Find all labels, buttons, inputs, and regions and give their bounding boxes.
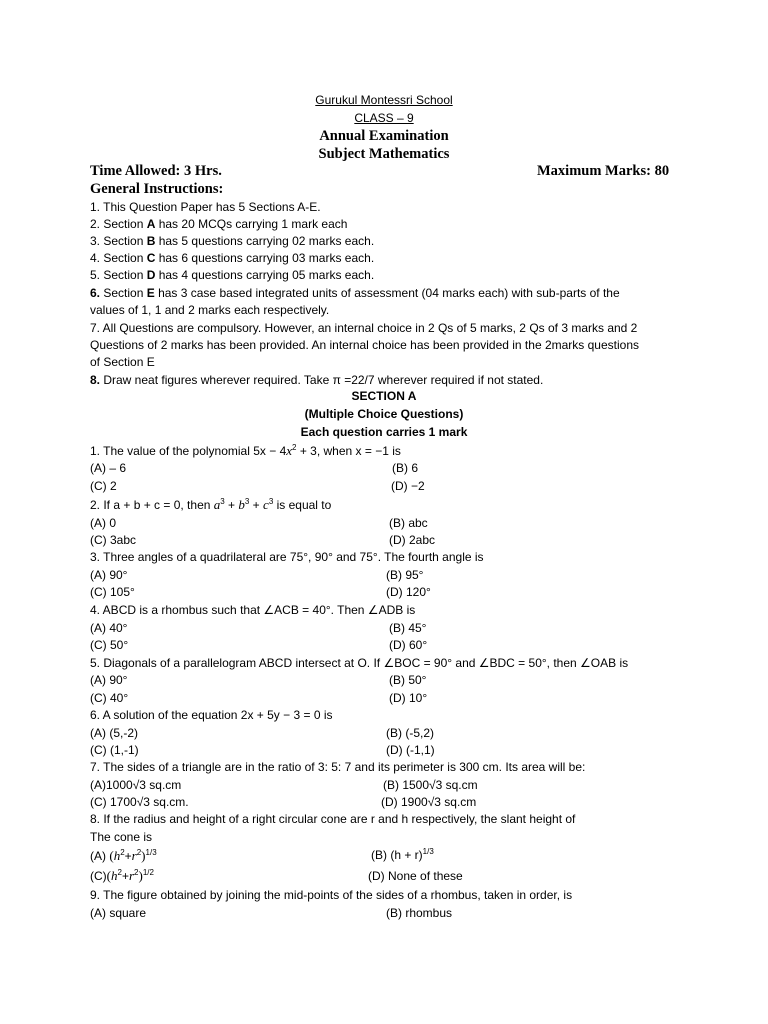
instructions-heading: General Instructions: <box>90 181 224 197</box>
q9-option-a: (A) square <box>90 906 147 920</box>
question-4: 4. ABCD is a rhombus such that ∠ACB = 40°. Then ∠ADB is <box>90 603 416 617</box>
q3-option-c: (C) 105° <box>90 585 135 599</box>
question-1: 1. The value of the polynomial $5x - 4x^2 + 3$, when x = −1 is <box>90 443 401 458</box>
instruction-1: 1. This Question Paper has 5 Sections A-E. <box>90 200 321 214</box>
q7-option-b: (B) 1500√3 sq.cm <box>383 778 478 792</box>
q1-option-d: (D) −2 <box>391 479 425 493</box>
subject-title: Subject Mathematics <box>318 146 450 162</box>
q2-option-b: (B) abc <box>389 516 428 530</box>
question-8-continued: The cone is <box>90 830 153 844</box>
section-subtitle: (Multiple Choice Questions) <box>304 407 464 421</box>
q6-option-d: (D) (-1,1) <box>386 743 435 757</box>
q6-option-b: (B) (-5,2) <box>386 726 434 740</box>
q3-option-a: (A) 90° <box>90 568 128 582</box>
question-7: 7. The sides of a triangle are in the ratio of 3: 5: 7 and its perimeter is 300 cm. Its area will be: <box>90 760 586 774</box>
q8-option-c: $(C)(h^2+r^2)^{1/2}$ <box>90 868 154 883</box>
q8-option-d: (D) None of these <box>368 869 463 883</box>
class-label: CLASS – 9 <box>354 111 414 125</box>
q7-option-d: (D) 1900√3 sq.cm <box>381 795 477 809</box>
q6-option-a: (A) (5,-2) <box>90 726 138 740</box>
q1-option-b: (B) 6 <box>392 461 419 475</box>
q7-option-a: (A)1000√3 sq.cm <box>90 778 182 792</box>
question-6: 6. A solution of the equation 2x + 5y − 3 = 0 is <box>90 708 333 722</box>
instruction-7: 7. All Questions are compulsory. However, an internal choice in 2 Qs of 5 marks, 2 Qs of 3 marks and 2 <box>90 321 638 335</box>
instruction-6: 6. Section E has 3 case based integrated units of assessment (04 marks each) with sub-parts of the <box>90 286 620 300</box>
q1-option-c: (C) 2 <box>90 479 117 493</box>
instruction-3: 3. Section B has 5 questions carrying 02 marks each. <box>90 234 375 248</box>
q1-option-a: (A) – 6 <box>90 461 127 475</box>
exam-title: Annual Examination <box>319 128 449 144</box>
instruction-7-continued-2: of Section E <box>90 355 155 369</box>
instruction-6-continued: values of 1, 1 and 2 marks each respectively. <box>90 303 330 317</box>
q4-option-c: (C) 50° <box>90 638 129 652</box>
q3-option-d: (D) 120° <box>386 585 431 599</box>
instruction-7-continued: Questions of 2 marks has been provided. An internal choice has been provided in the 2marks questions <box>90 338 639 352</box>
section-title: SECTION A <box>351 389 417 403</box>
instruction-5: 5. Section D has 4 questions carrying 05 marks each. <box>90 268 375 282</box>
question-3: 3. Three angles of a quadrilateral are 75°, 90° and 75°. The fourth angle is <box>90 550 484 564</box>
q6-option-c: (C) (1,-1) <box>90 743 139 757</box>
q4-option-b: (B) 45° <box>389 621 427 635</box>
q4-option-d: (D) 60° <box>389 638 428 652</box>
instruction-8: 8. Draw neat figures wherever required. Take π =22/7 wherever required if not stated. <box>90 373 544 387</box>
q2-option-c: (C) 3abc <box>90 533 137 547</box>
section-note: Each question carries 1 mark <box>300 425 468 439</box>
q4-option-a: (A) 40° <box>90 621 128 635</box>
q5-option-d: (D) 10° <box>389 691 428 705</box>
q5-option-b: (B) 50° <box>389 673 427 687</box>
q3-option-b: (B) 95° <box>386 568 424 582</box>
q8-option-a: (A) $(h^2+r^2)^{1/3}$ <box>90 848 157 863</box>
q5-option-c: (C) 40° <box>90 691 129 705</box>
question-5: 5. Diagonals of a parallelogram ABCD intersect at O. If ∠BOC = 90° and ∠BDC = 50°, then ∠OAB is <box>90 656 629 670</box>
question-9: 9. The figure obtained by joining the mid-points of the sides of a rhombus, taken in order, is <box>90 888 573 902</box>
question-2: 2. If a + b + c = 0, then $a^3 + b^3 + c^3$ is equal to <box>90 497 332 512</box>
maximum-marks: Maximum Marks: 80 <box>537 163 670 179</box>
school-name: Gurukul Montessri School <box>315 93 453 107</box>
q8-option-b: (B) $(h + r)^{1/3}$ <box>371 847 434 862</box>
instruction-2: 2. Section A has 20 MCQs carrying 1 mark each <box>90 217 348 231</box>
question-8: 8. If the radius and height of a right circular cone are r and h respectively, the slant height of <box>90 812 576 826</box>
instruction-4: 4. Section C has 6 questions carrying 03 marks each. <box>90 251 375 265</box>
time-allowed: Time Allowed: 3 Hrs. <box>90 163 222 179</box>
q5-option-a: (A) 90° <box>90 673 128 687</box>
q7-option-c: (C) 1700√3 sq.cm. <box>90 795 189 809</box>
q9-option-b: (B) rhombus <box>386 906 453 920</box>
q2-option-d: (D) 2abc <box>389 533 436 547</box>
q2-option-a: (A) 0 <box>90 516 117 530</box>
